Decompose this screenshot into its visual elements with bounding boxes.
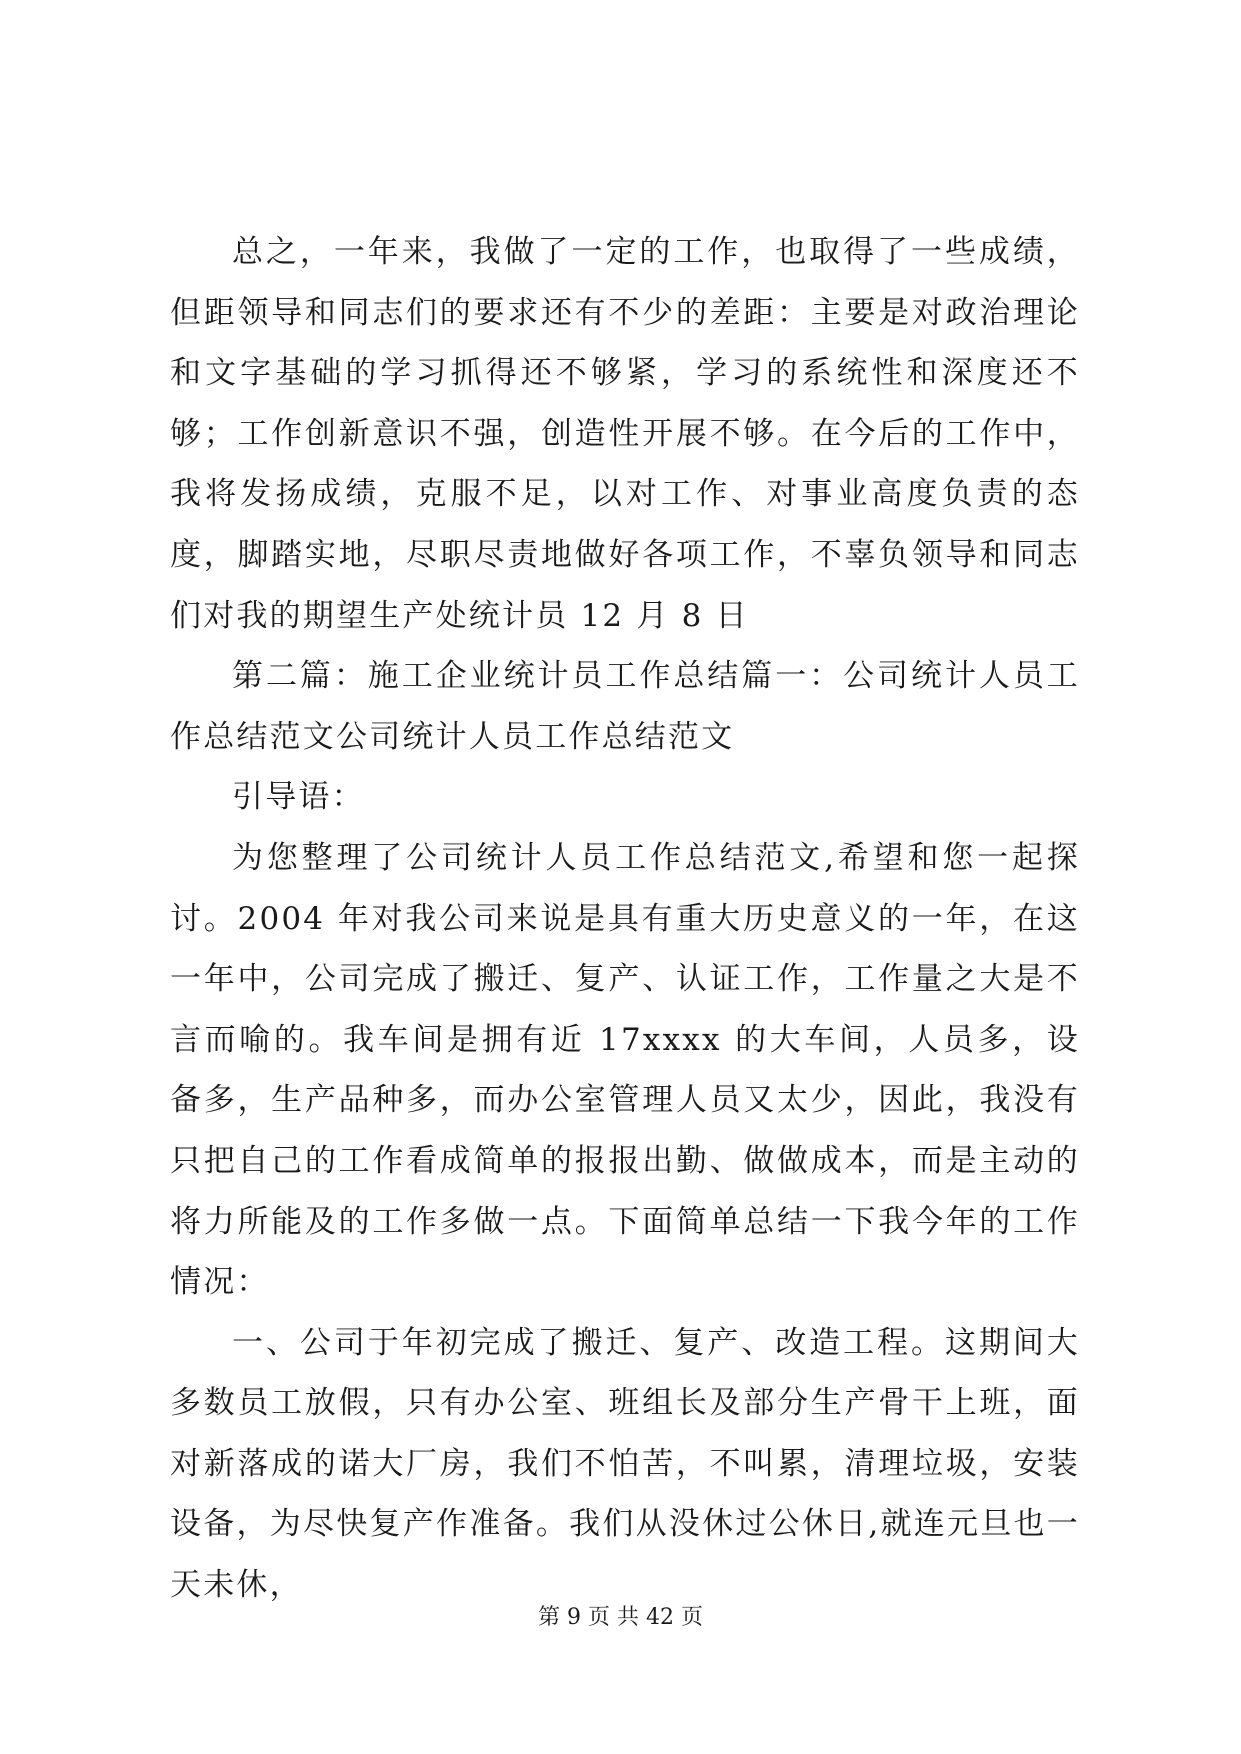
page-footer <box>0 1603 1241 1633</box>
paragraph-item-one: 一、公司于年初完成了搬迁、复产、改造工程。这期间大多数员工放假，只有办公室、班组长及部分生产骨干上班，面对新落成的诺大厂房，我们不怕苦，不叫累，清理垃圾，安装设备，为尽快复产作准备。我们从没休过公休日,就连元旦也一天未休， <box>170 1324 1080 1604</box>
paragraph-summary: 总之，一年来，我做了一定的工作，也取得了一些成绩，但距领导和同志们的要求还有不少的差距：主要是对政治理论和文字基础的学习抓得还不够紧，学习的系统性和深度还不够；工作创新意识不强，创造性开展不够。在今后的工作中，我将发扬成绩，克服不足，以对工作、对事业高度负责的态度，脚踏实地，尽职尽责地做好各项工作，不辜负领导和同志们对我的期望生产处统计员 12 月 8 日 <box>170 234 1080 634</box>
page-number-label: 第 9 页 共 42 页 <box>538 1605 703 1630</box>
paragraph-section-title: 第二篇：施工企业统计员工作总结篇一：公司统计人员工作总结范文公司统计人员工作总结范文 <box>170 658 1080 755</box>
paragraph-intro-text: 为您整理了公司统计人员工作总结范文,希望和您一起探讨。2004 年对我公司来说是具有重大历史意义的一年，在这一年中，公司完成了搬迁、复产、认证工作，工作量之大是不言而喻的。我车间是拥有近 17xxxx 的大车间，人员多，设备多，生产品种多，而办公室管理人员又太少，因此，我没有只把自己的工作看成简单的报报出勤、做做成本，而是主动的将力所能及的工作多做一点。下面简单总结一下我今年的工作情况： <box>170 839 1080 1301</box>
document-body <box>170 222 1080 1616</box>
paragraph-intro-label: 引导语： <box>232 779 365 816</box>
